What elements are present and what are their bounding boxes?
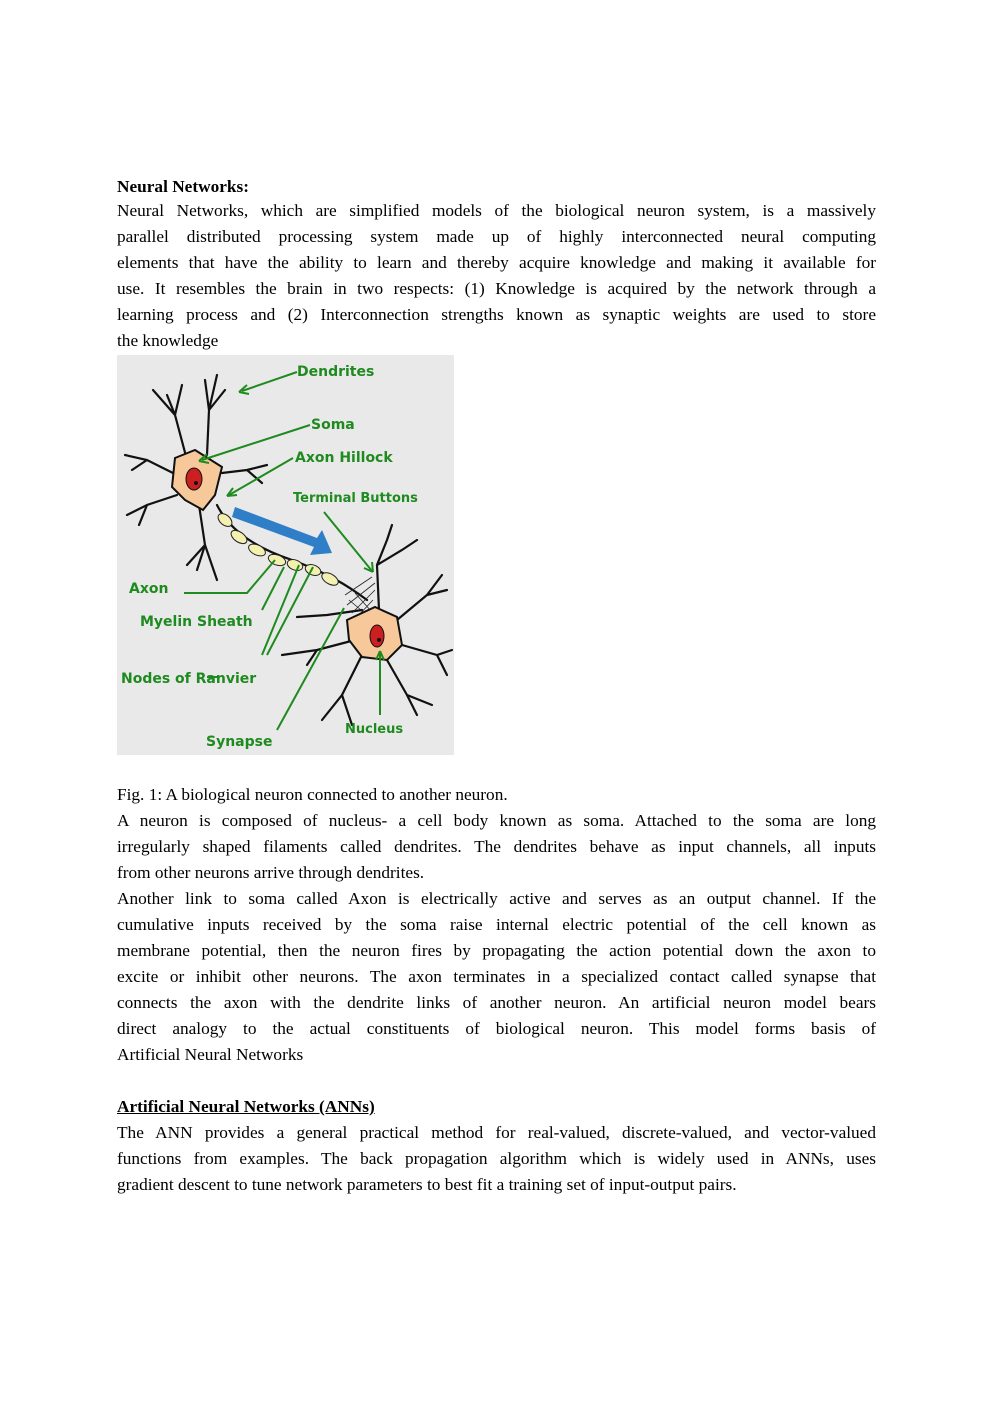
- text-line: A neuron is composed of nucleus- a cell body known as soma. Attached to the soma are long: [117, 811, 876, 830]
- section-title-anns: Artificial Neural Networks (ANNs): [117, 1097, 375, 1116]
- text-line: use. It resembles the brain in two respects: (1) Knowledge is acquired by the network through a: [117, 279, 876, 298]
- text-line: learning process and (2) Interconnection strengths known as synaptic weights are used to store: [117, 305, 876, 324]
- text-line: Artificial Neural Networks: [117, 1045, 304, 1064]
- text-line: connects the axon with the dendrite links of another neuron. An artificial neuron model bears: [117, 993, 876, 1012]
- text-line: The ANN provides a general practical method for real-valued, discrete-valued, and vector-valued: [117, 1123, 876, 1142]
- neuron-figure: [117, 355, 454, 755]
- label-soma: Soma: [311, 417, 355, 433]
- text-line: the knowledge: [117, 331, 219, 350]
- paragraph-axon: [117, 886, 876, 1068]
- label-terminal-buttons: Terminal Buttons: [293, 491, 418, 506]
- label-myelin-sheath: Myelin Sheath: [140, 614, 253, 630]
- text-line: Another link to soma called Axon is electrically active and serves as an output channel. If the: [117, 889, 876, 908]
- text-line: direct analogy to the actual constituents of biological neuron. This model forms basis of: [117, 1019, 876, 1038]
- text-line: parallel distributed processing system made up of highly interconnected neural computing: [117, 227, 876, 246]
- text-line: irregularly shaped filaments called dendrites. The dendrites behave as input channels, all inputs: [117, 837, 876, 856]
- text-line: elements that have the ability to learn and thereby acquire knowledge and making it available for: [117, 253, 876, 272]
- text-line: gradient descent to tune network parameters to best fit a training set of input-output pairs.: [117, 1175, 737, 1194]
- paragraph-neuron-composition: [117, 808, 876, 886]
- section-title-neural-networks: Neural Networks:: [117, 177, 249, 196]
- label-synapse: Synapse: [206, 734, 273, 750]
- document-page: [117, 176, 876, 1198]
- paragraph-intro: [117, 198, 876, 354]
- text-line: membrane potential, then the neuron fires by propagating the action potential down the axon to: [117, 941, 876, 960]
- text-line: Neural Networks, which are simplified models of the biological neuron system, is a massively: [117, 201, 876, 220]
- label-nodes-of-ranvier: Nodes of Ranvier: [121, 671, 257, 687]
- label-dendrites: Dendrites: [297, 364, 375, 380]
- label-nucleus: Nucleus: [345, 722, 404, 737]
- paragraph-anns: [117, 1120, 876, 1198]
- text-line: from other neurons arrive through dendrites.: [117, 863, 425, 882]
- label-axon-hillock: Axon Hillock: [295, 450, 393, 466]
- label-axon: Axon: [129, 581, 169, 597]
- figure-caption: Fig. 1: A biological neuron connected to another neuron.: [117, 785, 508, 804]
- text-line: functions from examples. The back propagation algorithm which is widely used in ANNs, uses: [117, 1149, 876, 1168]
- text-line: excite or inhibit other neurons. The axon terminates in a specialized contact called synapse that: [117, 967, 876, 986]
- text-line: cumulative inputs received by the soma raise internal electric potential of the cell known as: [117, 915, 876, 934]
